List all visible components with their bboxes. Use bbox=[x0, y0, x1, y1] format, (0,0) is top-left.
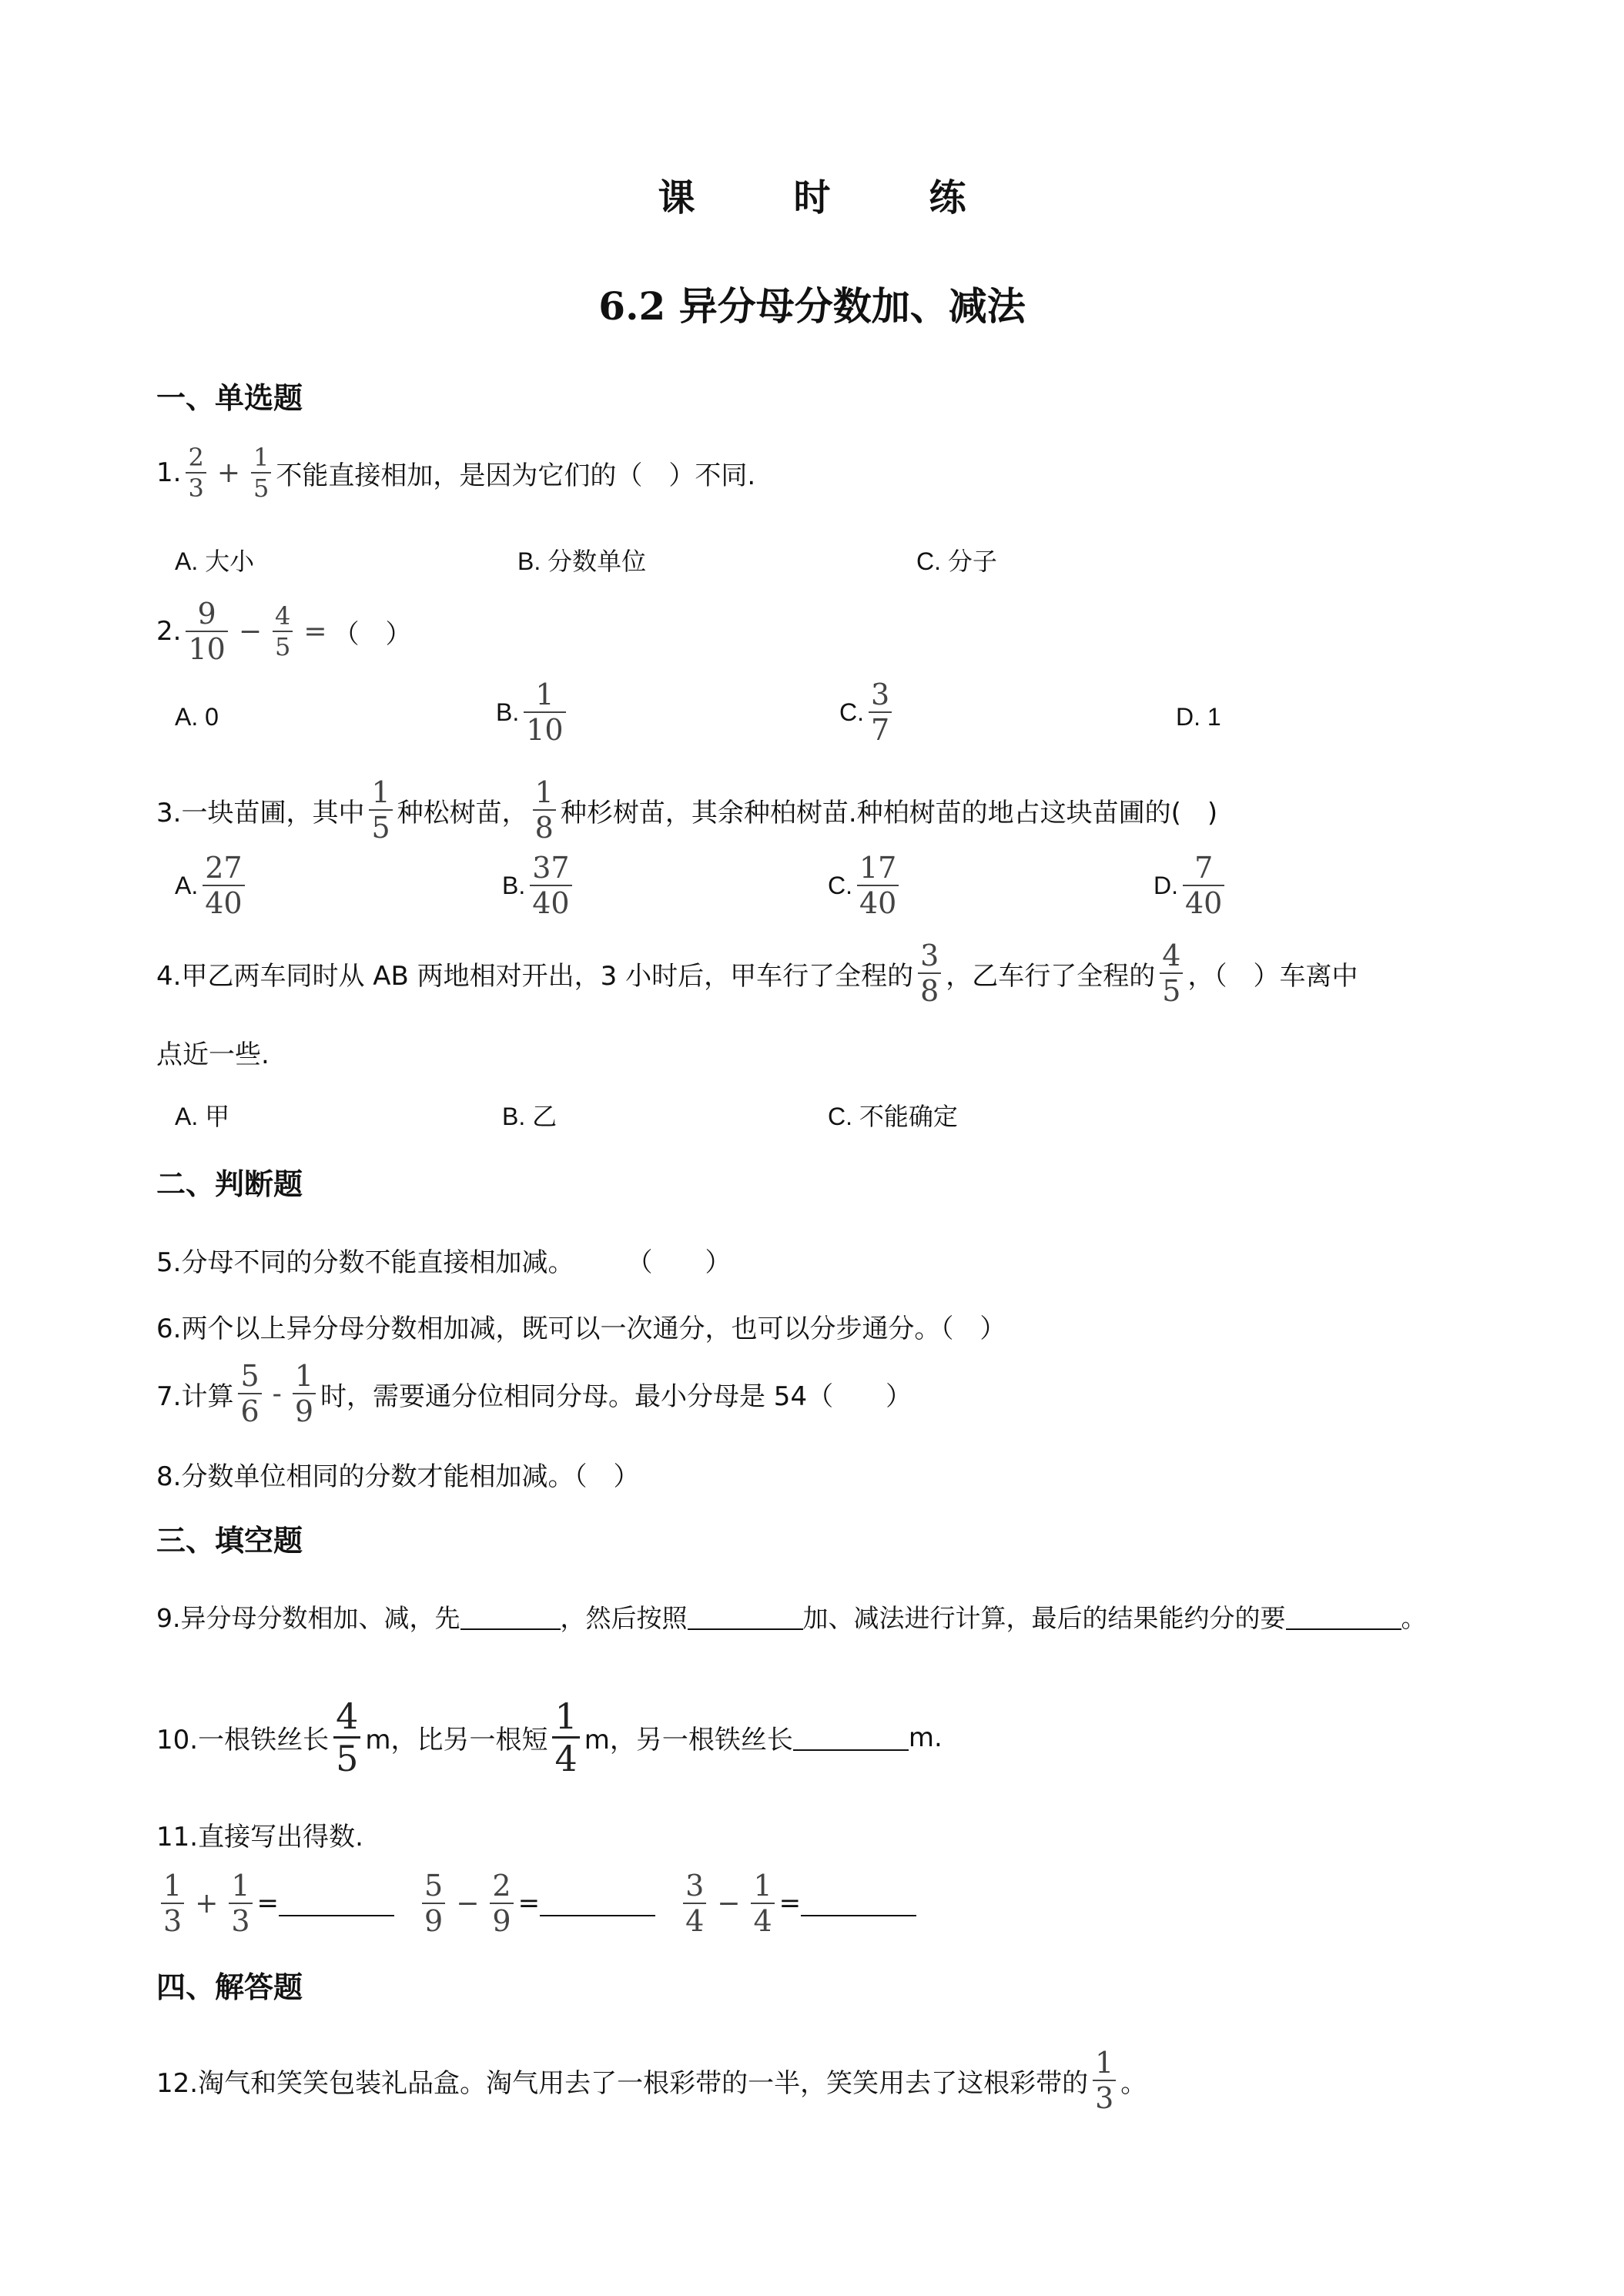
answer-blank[interactable] bbox=[793, 1725, 909, 1751]
denominator: 9 bbox=[492, 1904, 511, 1938]
numerator: 37 bbox=[532, 851, 570, 885]
numerator: 2 bbox=[188, 443, 204, 472]
fraction bbox=[369, 775, 392, 845]
question-text: 不能直接相加，是因为它们的（ ）不同. bbox=[276, 460, 756, 491]
denominator: 10 bbox=[188, 632, 226, 666]
numerator: 4 bbox=[274, 601, 291, 631]
fraction bbox=[857, 853, 899, 918]
denominator: 5 bbox=[336, 1738, 359, 1779]
denominator: 8 bbox=[920, 974, 939, 1008]
option-label: B. bbox=[502, 871, 526, 899]
option-c: C. 不能确定 bbox=[828, 1103, 958, 1130]
answer-blank[interactable] bbox=[279, 1890, 394, 1916]
question-text: 种杉树苗，其余种柏树苗.种柏树苗的地占这块苗圃的( ) bbox=[560, 797, 1218, 828]
denominator: 7 bbox=[871, 713, 890, 747]
question-3 bbox=[156, 775, 1218, 845]
question-text: 12.淘气和笑笑包装礼品盒。淘气用去了一根彩带的一半，笑笑用去了这根彩带的 bbox=[156, 2067, 1089, 2099]
question-text: （ ） bbox=[333, 618, 412, 650]
option-a: A. 甲 bbox=[175, 1103, 230, 1130]
fraction bbox=[333, 1695, 360, 1779]
operator: − bbox=[238, 615, 262, 648]
section-heading-solve: 四、解答题 bbox=[156, 1970, 303, 2004]
operator: − bbox=[456, 1887, 480, 1919]
denominator: 40 bbox=[859, 886, 897, 920]
question-10 bbox=[156, 1695, 943, 1779]
denominator: 40 bbox=[1185, 886, 1223, 920]
denominator: 5 bbox=[274, 632, 291, 661]
denominator: 4 bbox=[554, 1738, 578, 1779]
operator: - bbox=[272, 1377, 282, 1410]
fraction bbox=[273, 601, 293, 661]
denominator: 3 bbox=[163, 1904, 182, 1938]
denominator: 4 bbox=[753, 1904, 772, 1938]
option-c bbox=[839, 680, 896, 745]
question-4-continued: 点近一些. bbox=[156, 1039, 270, 1070]
numerator: 1 bbox=[253, 443, 270, 472]
question-11: 11.直接写出得数. bbox=[156, 1822, 363, 1853]
denominator: 3 bbox=[1095, 2081, 1114, 2115]
numerator: 4 bbox=[336, 1695, 359, 1737]
question-6: 6.两个以上异分母分数相加减，既可以一次通分，也可以分步通分。（ ） bbox=[156, 1314, 1006, 1344]
option-label: D. bbox=[1154, 871, 1178, 899]
fraction bbox=[524, 680, 565, 745]
equals-sign: = bbox=[303, 615, 327, 648]
question-text: ，然后按照 bbox=[560, 1603, 688, 1633]
question-12 bbox=[156, 2048, 1147, 2113]
denominator: 9 bbox=[294, 1394, 313, 1428]
equals-sign: = bbox=[517, 1888, 541, 1919]
fraction bbox=[229, 1871, 252, 1936]
denominator: 40 bbox=[532, 886, 570, 920]
fraction bbox=[490, 1871, 513, 1936]
numerator: 1 bbox=[371, 775, 390, 809]
denominator: 3 bbox=[188, 474, 204, 503]
option-a bbox=[175, 853, 249, 918]
denominator: 4 bbox=[685, 1904, 705, 1938]
question-text: 加、减法进行计算，最后的结果能约分的要 bbox=[802, 1603, 1286, 1633]
section-heading-single-choice: 一、单选题 bbox=[156, 381, 303, 415]
option-a: A. 0 bbox=[175, 703, 219, 731]
denominator: 9 bbox=[424, 1904, 444, 1938]
question-text: 7.计算 bbox=[156, 1381, 234, 1412]
numerator: 1 bbox=[534, 775, 554, 809]
answer-blank[interactable] bbox=[688, 1604, 803, 1630]
denominator: 5 bbox=[371, 811, 390, 845]
operator: + bbox=[195, 1887, 219, 1919]
numerator: 17 bbox=[859, 851, 897, 885]
question-number: 1. bbox=[156, 457, 182, 488]
denominator: 8 bbox=[534, 811, 554, 845]
fraction bbox=[1183, 853, 1224, 918]
option-d bbox=[1154, 853, 1229, 918]
option-b bbox=[502, 853, 577, 918]
fraction bbox=[1160, 941, 1183, 1006]
numerator: 3 bbox=[920, 939, 939, 972]
fraction bbox=[530, 853, 571, 918]
numerator: 5 bbox=[424, 1869, 444, 1903]
numerator: 4 bbox=[1162, 939, 1181, 972]
question-number: 2. bbox=[156, 616, 182, 647]
question-5: 5.分母不同的分数不能直接相加减。 （ ） bbox=[156, 1247, 732, 1278]
numerator: 9 bbox=[197, 597, 216, 631]
question-text: 3.一块苗圃，其中 bbox=[156, 797, 365, 828]
question-text: m. bbox=[908, 1722, 943, 1753]
fraction bbox=[422, 1871, 445, 1936]
operator: − bbox=[717, 1887, 741, 1919]
question-7 bbox=[156, 1361, 912, 1426]
fraction bbox=[238, 1361, 261, 1426]
question-1 bbox=[156, 443, 756, 503]
fraction bbox=[751, 1871, 774, 1936]
question-text: m，比另一根短 bbox=[365, 1725, 548, 1755]
equals-sign: = bbox=[256, 1888, 280, 1919]
denominator: 10 bbox=[526, 713, 564, 747]
question-text: 。 bbox=[1120, 2067, 1147, 2099]
option-b bbox=[496, 680, 571, 745]
question-text: 9.异分母分数相加、减，先 bbox=[156, 1603, 460, 1633]
fraction bbox=[161, 1871, 184, 1936]
option-label: C. bbox=[839, 698, 864, 726]
fraction bbox=[293, 1361, 316, 1426]
numerator: 7 bbox=[1194, 851, 1214, 885]
page-subtitle: 6.2 异分母分数加、减法 bbox=[598, 283, 1026, 329]
option-a: A. 大小 bbox=[175, 547, 255, 575]
question-2 bbox=[156, 599, 412, 664]
answer-blank[interactable] bbox=[801, 1890, 916, 1916]
option-b: B. 分数单位 bbox=[517, 547, 647, 575]
answer-blank[interactable] bbox=[540, 1890, 655, 1916]
question-4 bbox=[156, 941, 1358, 1006]
question-text: ，乙车行了全程的 bbox=[946, 960, 1156, 992]
numerator: 1 bbox=[231, 1869, 250, 1903]
equals-sign: = bbox=[779, 1888, 802, 1919]
denominator: 6 bbox=[240, 1394, 260, 1428]
fraction bbox=[251, 443, 271, 503]
denominator: 5 bbox=[253, 474, 270, 503]
numerator: 3 bbox=[685, 1869, 705, 1903]
numerator: 3 bbox=[871, 678, 890, 711]
fraction bbox=[186, 599, 227, 664]
numerator: 5 bbox=[240, 1359, 260, 1393]
fraction bbox=[552, 1695, 579, 1779]
page-title: 课 时 练 bbox=[658, 176, 997, 219]
numerator: 1 bbox=[753, 1869, 772, 1903]
question-text: 种松树苗， bbox=[397, 797, 528, 828]
numerator: 1 bbox=[554, 1695, 578, 1737]
fraction bbox=[683, 1871, 706, 1936]
option-c bbox=[828, 853, 903, 918]
option-label: A. bbox=[175, 871, 199, 899]
question-text: 10.一根铁丝长 bbox=[156, 1725, 330, 1755]
option-d: D. 1 bbox=[1176, 703, 1221, 731]
question-text: m，另一根铁丝长 bbox=[584, 1725, 793, 1755]
question-8: 8.分数单位相同的分数才能相加减。（ ） bbox=[156, 1461, 640, 1492]
fraction bbox=[1093, 2048, 1116, 2113]
option-b: B. 乙 bbox=[502, 1103, 558, 1130]
answer-blank[interactable] bbox=[1286, 1604, 1401, 1630]
numerator: 1 bbox=[163, 1869, 182, 1903]
fraction bbox=[186, 443, 206, 503]
option-c: C. 分子 bbox=[916, 547, 997, 575]
numerator: 2 bbox=[492, 1869, 511, 1903]
option-label: B. bbox=[496, 698, 520, 726]
denominator: 3 bbox=[231, 1904, 250, 1938]
numerator: 1 bbox=[1095, 2046, 1114, 2080]
denominator: 40 bbox=[205, 886, 243, 920]
question-text: 时，需要通分位相同分母。最小分母是 54（ ） bbox=[320, 1381, 912, 1412]
numerator: 1 bbox=[294, 1359, 313, 1393]
question-9 bbox=[156, 1598, 1427, 1635]
answer-blank[interactable] bbox=[460, 1604, 561, 1630]
fraction bbox=[918, 941, 941, 1006]
fraction bbox=[869, 680, 892, 745]
denominator: 5 bbox=[1162, 974, 1181, 1008]
operator: + bbox=[216, 457, 240, 489]
option-label: C. bbox=[828, 871, 852, 899]
question-text: 。 bbox=[1401, 1603, 1427, 1633]
section-heading-fill-blank: 三、填空题 bbox=[156, 1524, 303, 1558]
numerator: 27 bbox=[205, 851, 243, 885]
section-heading-true-false: 二、判断题 bbox=[156, 1167, 303, 1201]
numerator: 1 bbox=[535, 678, 554, 711]
question-11-equations bbox=[156, 1871, 916, 1936]
question-text: ，（ ）车离中 bbox=[1187, 960, 1358, 992]
question-text: 4.甲乙两车同时从 AB 两地相对开出，3 小时后，甲车行了全程的 bbox=[156, 960, 914, 992]
fraction bbox=[533, 775, 556, 845]
fraction bbox=[203, 853, 244, 918]
